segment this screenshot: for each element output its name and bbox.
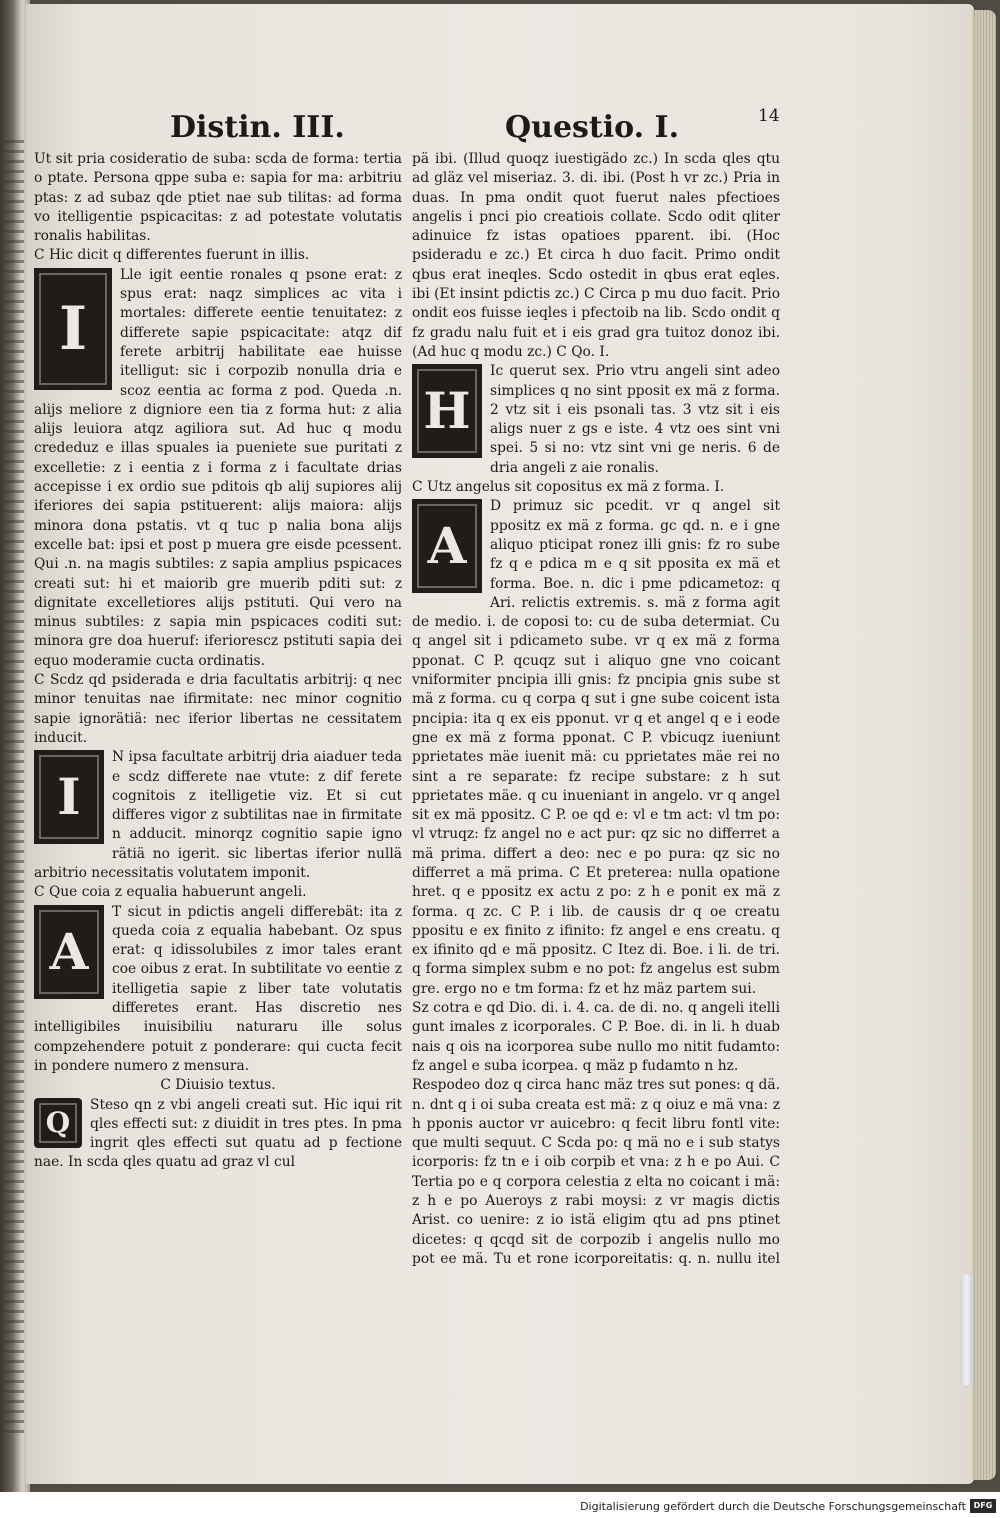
running-head-left: Distin. III. (170, 110, 345, 145)
paragraph (34, 266, 402, 671)
rubric: C Utz angelus sit copositus ex mä z forma. I. (412, 479, 725, 496)
paragraph-text: Lle igit eentie ronales q psone erat: z spus erat: naqz simplices ac vita i mortales: differete eentie tenuitatez: z differete sapie pspicacitate: atqz dif ferete arbitrij habilitate eae huisse itelligut: sic i corpozib nonulla dria e scoz eentia ac forma z pod. Queda .n. alijs meliore z digniore een tia z forma hut: z alia alijs leuiora atqz agiliora sut. Ad huc q modu crededuz e illas spuales ia pueniete sue puritati z excelletie: z i eentia z i forma z i facultate drias accepisse i ex ordio sue pditois qb alij supiores alij iferiores dei sapia pstituerent: alijs maiora: alijs minora dona pstatis. vt q tuc p nalia bona alijs excelle bat: ipsi et post p muera gre eisde pcessent. Qui .n. na magis subtiles: z sapia amplius pspicaces creati sut: hi et maiorib gre muerib pditi sut: z dignitate excelletiores alijs pstituti. Qui vero na minus subtiles: z sapia min pspicaces coditi sut: minora gre doa hueruf: iferiorescz pstituti sapia dei equo moderamie cucta ordinatis. (34, 266, 402, 669)
paragraph: C Scdz qd psiderada e dria facultatis arbitrij: q nec minor tenuitas nae ifirmitate: nec minor cognitio sapie ignorätiä: nec iferior libertas ne cessitatem inducit. (34, 672, 402, 746)
paragraph-text: Steso qn z vbi angeli creati sut. Hic iqui rit qles effecti sut: z diuidit in tres ptes. In pma ingrit qles effecti sut quatu ad p fectione nae. In scda qles quatu ad graz vl cul (34, 1096, 402, 1171)
paragraph (412, 362, 780, 478)
left-column (34, 150, 402, 1270)
folio-number: 14 (758, 106, 780, 126)
paragraph (34, 1096, 402, 1173)
paragraph (34, 903, 402, 1077)
fore-edge (972, 10, 996, 1480)
paragraph-text: N ipsa facultate arbitrij dria aiaduer teda e scdz differete nae vtute: z dif ferete cognitois z itelligetie viz. Et si cut differes vigor z subtilitas nae in firmitate n adducit. minorqz cognitio sapie igno rätiä no igerit. sic libertas iferior nullä arbitrio necessitatis volutatem imponit. (34, 749, 402, 881)
initial-letter: A (412, 499, 482, 593)
paragraph: pä ibi. (Illud quoqz iuestigädo zc.) In scda qles qtu ad gläz vel miseriaz. 3. di. ibi. (Post h vr zc.) Pria in duas. In pma ondit quot fuerut nales pfectioes angelis i pnci pio creatiois collate. Scdo odit qliter adinuice fz istas opatioes pparent. ibi. (Hoc psideradu e zc.) Et circa h duo facit. Primo ondit qbus erat ineqles. Scdo ostedit in qbus erat eqles. ibi (Et insint pdictis zc.) C Circa p mu duo facit. Prio ondit eos fuisse ieqles i pfectoib na lib. Scdo ondit q fz gradu nalu fuit et i eis grad gra tuitoz donoz ibi. (Ad huc q modu zc.) C Qo. I. (412, 151, 780, 360)
paragraph (34, 748, 402, 883)
initial-letter: A (34, 905, 104, 999)
left-page-text-strip (4, 140, 24, 1440)
face-initial-icon: Q (34, 1098, 82, 1148)
paragraph-text: Ic querut sex. Prio vtru angeli sint adeo simplices q no sint pposit ex mä z forma. 2 vtz sit i eis psonali tas. 3 vtz sit i eis aligs nuer z gs e iste. 4 vtz oes sint vni spei. 5 si no: vtz sint vni ge neris. 6 de dria angeli z aie ronalis. (490, 363, 780, 476)
paragraph: Sz cotra e qd Dio. di. i. 4. ca. de di. no. q angeli itelli gunt imales z icorporales. C P. Boe. di. in li. h duab nais q ois na icorporea sube nullo mo nitit fudamto: fz angel e suba icorpea. q mäz p fudamto n hz. (412, 1000, 780, 1074)
initial-letter: I (34, 268, 112, 390)
paragraph (412, 497, 780, 999)
paragraph: Ut sit pria cosideratio de suba: scda de forma: tertia o ptate. Persona qppe suba e: sapia for ma: arbitriu ptas: z ad subaz qde ptiet nae sub tilitas: ad forma vo itelligentie pspicacitas: z ad potestate volutatis ronalis habilitas. (34, 151, 402, 245)
section-title: C Diuisio textus. (160, 1077, 276, 1094)
paragraph: Respodeo doz q circa hanc mäz tres sut pones: q dä. n. dnt q i oi suba creata est mä: z q oiuz e mä vna: z h pponis auctor vr auicebro: q fecit libru fontl vite: que multi sequut. C Scda po: q mä no e i sub statys icorporis: fz tn e i oib corpib et vna: z h e po Aui. C Tertia po e q corpora celestia z elta no coicant i mä: z h e po Aueroys z rabi moysi: z vr magis dictis Arist. co uenire: z io istä eligim qtu ad pns ptinet dicetes: q qcqd sit de corpozib i angelis nullo mo pot ee mä. Tu et rone icorporeitatis: q. n. nullu itel (412, 1077, 780, 1267)
bookmark-ribbon (960, 1275, 974, 1385)
initial-letter: H (412, 364, 482, 458)
footer-credit: Digitalisierung gefördert durch die Deutsche Forschungsgemeinschaft (580, 1500, 966, 1513)
paragraph-text: T sicut in pdictis angeli differebät: ita z queda coia z equalia habebant. Oz spus erat: q idissolubiles z imor tales erant coe oibus z erat. In subtilitate vo eentie z itelligetia sapie z liber tate volutatis differetes erant. Has discretio nes intelligibiles inuisibiliu naturaru ille solus compzehendere potuit z ponderare: qui cucta fecit in pondere numero z mensura. (34, 903, 402, 1074)
paragraph-text: D primuz sic pcedit. vr q angel sit ppositz ex mä z forma. gc qd. n. e i gne aliquo pticipat ronez illi gnis: fz ro sube fz q e pdica m e q sit pposita ex mä et forma. Boe. n. dic i pme pdicametoz: q Ari. relictis extremis. s. mä z forma agit de medio. i. de coposi to: cu de suba determiat. Cu q angel sit i pdicameto sube. vr q ex mä z forma pponat. C P. qcuqz sut i aliquo gne vno coicant vniformiter pncipia illi gnis: fz pncipia gnis sube st mä z forma. cu q corpa q sut i gne sube coicent ista pncipia: ita q ex eis pponut. vr q et angel q e i eode gne ex mä z forma pponat. C P. vbicuqz iueniunt pprietates mäe iuenit mä: cu pprietates mäe rei no sint a re separate: fz recipe substare: z h sut pprietates mäe. q cu inueniant in angelo. vr q angel sit ex mä ppositz. C P. oe qd e: vl e tm act: vl tm po: vl vtruqz: fz angel no e act pur: qz sic no differret a mä prima. differt a deo: nec e po pura: qz sic no differret a mä prima. C Et preterea: nulla opatione hret. q e ppositz ex actu z po: z h e ponit ex mä z forma. q zc. C P. i lib. de causis dr q oe creatu ppositu e ex finito z ifinito: fz angel e ens creatu. q ex ifinito qd e mä ppositz. C Itez di. Boe. i li. de tri. q forma simplex subm e no pot: fz angelus est subm gre. ergo no e tm forma: fz et hz mäz partem sui. (412, 498, 780, 997)
running-head-right: Questio. I. (505, 110, 680, 145)
right-column (412, 150, 780, 1270)
dfg-logo-icon: DFG (970, 1499, 996, 1513)
initial-letter: I (34, 750, 104, 844)
rubric: C Que coia z equalia habuerunt angeli. (34, 884, 307, 901)
rubric: C Hic dicit q differentes fuerunt in illis. (34, 247, 310, 264)
